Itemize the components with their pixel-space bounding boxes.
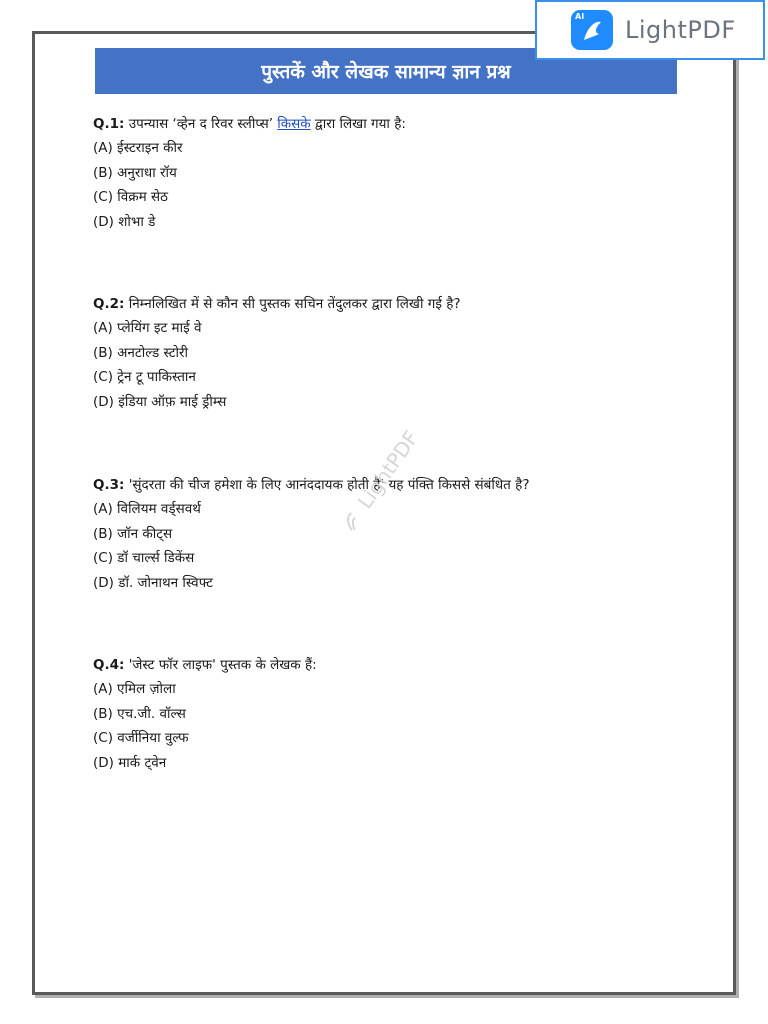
question-3 — [93, 473, 713, 595]
question-text — [93, 112, 713, 136]
ai-badge: AI — [575, 12, 585, 21]
question-text-part: 'सुंदरता की चीज हमेशा के लिए आनंददायक होती है' यह पंक्ति किससे संबंधित है? — [124, 477, 530, 493]
option-a: (A) प्लेयिंग इट माई वे — [93, 320, 202, 336]
option-d: (D) इंडिया ऑफ़ माई ड्रीम्स — [93, 393, 227, 410]
question-1 — [93, 112, 713, 234]
option-d: (D) मार्क ट्वेन — [93, 754, 167, 771]
option-c: (C) डॉ चार्ल्स डिकेंस — [93, 550, 195, 566]
page-title: पुस्तकें और लेखक सामान्य ज्ञान प्रश्न — [95, 48, 677, 94]
option-a: (A) एमिल ज़ोला — [93, 681, 176, 697]
question-text — [93, 473, 713, 497]
question-text-part: निम्नलिखित में से कौन सी पुस्तक सचिन तेंदुलकर द्वारा लिखी गई है? — [124, 296, 461, 312]
option-d: (D) डॉ. जोनाथन स्विफ्ट — [93, 574, 213, 591]
option-b: (B) अनटोल्ड स्टोरी — [93, 344, 189, 361]
option-b: (B) अनुराधा रॉय — [93, 164, 177, 181]
question-link[interactable]: किसके — [277, 116, 311, 132]
document-page — [32, 31, 736, 995]
lightpdf-badge[interactable] — [535, 0, 765, 60]
question-number: Q.1: — [93, 116, 125, 132]
question-text-part: 'जेस्ट फॉर लाइफ' पुस्तक के लेखक हैं: — [124, 657, 317, 673]
option-a: (A) विलियम वर्ड्सवर्थ — [93, 501, 201, 517]
question-4 — [93, 653, 713, 775]
option-a: (A) ईस्टराइन कीर — [93, 140, 183, 156]
option-b: (B) जॉन कीट्स — [93, 525, 173, 542]
option-c: (C) वर्जीनिया वुल्फ — [93, 730, 189, 746]
question-text-part: द्वारा लिखा गया है: — [310, 116, 406, 132]
option-d: (D) शोभा डे — [93, 213, 156, 230]
question-2 — [93, 292, 713, 414]
question-number: Q.2: — [93, 296, 125, 312]
watermark-text: LightPDF — [352, 426, 424, 514]
option-c: (C) ट्रेन टू पाकिस्तान — [93, 369, 196, 385]
question-text — [93, 653, 713, 677]
question-number: Q.3: — [93, 477, 125, 493]
option-b: (B) एच.जी. वॉल्स — [93, 705, 186, 722]
option-c: (C) विक्रम सेठ — [93, 189, 168, 205]
question-text — [93, 292, 713, 316]
question-text-part: उपन्यास ‘व्हेन द रिवर स्लीप्स’ — [124, 116, 278, 132]
lightpdf-logo-icon — [571, 10, 613, 50]
lightpdf-brand-name: LightPDF — [625, 16, 736, 44]
question-number: Q.4: — [93, 657, 125, 673]
